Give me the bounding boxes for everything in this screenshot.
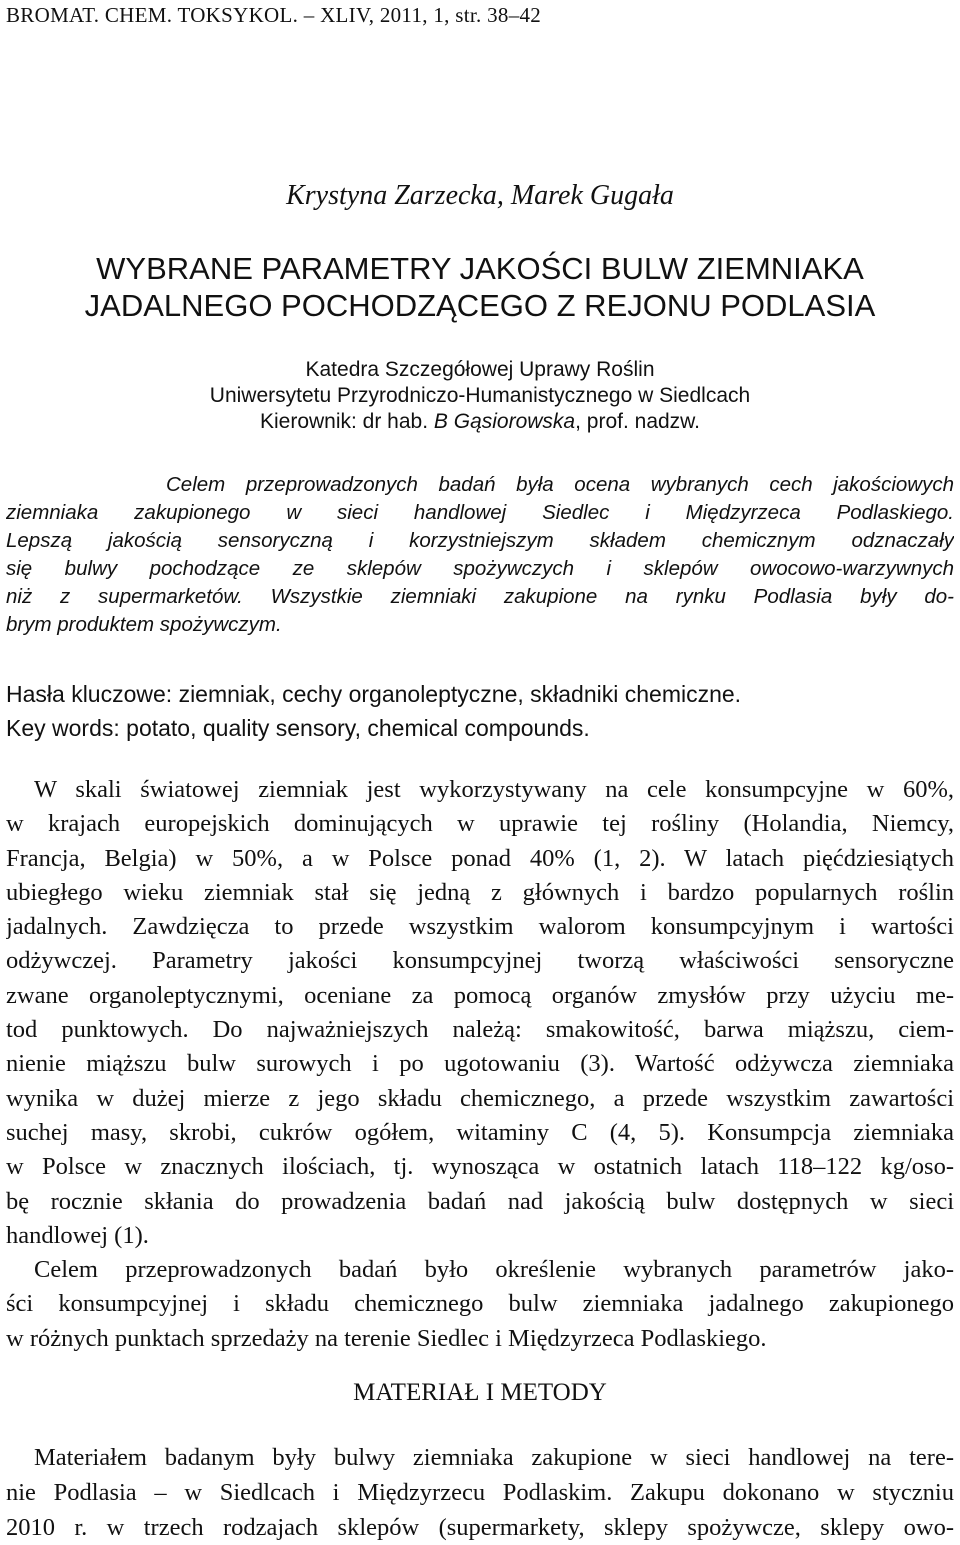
abstract-line: Lepszą jakością sensoryczną i korzystniejszym składem chemicznym odznaczały — [6, 529, 954, 552]
body-line: bę rocznie skłania do prowadzenia badań nad jakością bulw dostępnych w sieci — [6, 1187, 954, 1215]
head-suffix: , prof. nadzw. — [575, 410, 701, 433]
affiliation-university: Uniwersytetu Przyrodniczo-Humanistycznego w Siedlcach — [209, 384, 751, 407]
head-prefix: Kierownik: dr hab. — [259, 410, 434, 433]
authors: Krystyna Zarzecka, Marek Gugała — [286, 180, 674, 211]
abstract-line: Celem przeprowadzonych badań była ocena wybranych cech jakościowych — [166, 473, 954, 496]
body-line: nienie miąższu bulw surowych i po ugotowaniu (3). Wartość odżywcza ziemniaka — [6, 1050, 954, 1078]
body-line: zwane organoleptycznymi, oceniane za pomocą organów zmysłów przy użyciu me- — [6, 981, 954, 1009]
body-line: w krajach europejskich dominujących w uprawie tej rośliny (Holandia, Niemcy, — [6, 810, 954, 838]
body-line: ubiegłego wieku ziemniak stał się jedną z głównych i bardzo popularnych roślin — [6, 878, 954, 906]
keywords — [6, 677, 741, 745]
body-line: W skali światowej ziemniak jest wykorzystywany na cele konsumpcyjne w 60%, — [34, 776, 954, 803]
body-line: tod punktowych. Do najważniejszych należą: smakowitość, barwa miąższu, ciem- — [6, 1016, 954, 1044]
body-line: handlowej (1). — [6, 1221, 149, 1249]
abstract-line: niż z supermarketów. Wszystkie ziemniaki zakupione na rynku Podlasia były do- — [6, 585, 954, 608]
journal-header: BROMAT. CHEM. TOKSYKOL. – XLIV, 2011, 1, str. 38–42 — [6, 3, 542, 27]
body-line: nie Podlasia – w Siedlcach i Międzyrzecu Podlaskim. Zakupu dokonano w styczniu — [6, 1479, 954, 1506]
section-heading: MATERIAŁ I METODY — [353, 1379, 607, 1406]
affiliation-head — [0, 409, 960, 435]
keywords-english: Key words: potato, quality sensory, chemical compounds. — [6, 715, 590, 741]
body-line: ści konsumpcyjnej i składu chemicznego bulw ziemniaka jadalnego zakupionego — [6, 1290, 954, 1318]
body-line: Francja, Belgia) w 50%, a w Polsce ponad 40% (1, 2). W latach pięćdziesiątych — [6, 844, 954, 872]
introduction-text — [6, 773, 954, 1356]
body-line: suchej masy, skrobi, cukrów ogółem, witaminy C (4, 5). Konsumpcja ziemniaka — [6, 1118, 954, 1146]
body-line: w różnych punktach sprzedaży na terenie Siedlec i Międzyrzeca Podlaskiego. — [6, 1324, 767, 1352]
abstract — [6, 471, 954, 639]
body-line: Materiałem badanym były bulwy ziemniaka zakupione w sieci handlowej na tere- — [34, 1444, 954, 1471]
body-line: jadalnych. Zawdzięcza to przede wszystkim walorom konsumpcyjnym i wartości — [6, 913, 954, 941]
title-line: JADALNEGO POCHODZĄCEGO Z REJONU PODLASIA — [84, 288, 876, 323]
abstract-line: się bulwy pochodzące ze sklepów spożywczych i sklepów owocowo-warzywnych — [6, 557, 954, 580]
abstract-line: brym produktem spożywczym. — [6, 613, 282, 636]
body-line: odżywczej. Parametry jakości konsumpcyjnej tworzą właściwości sensoryczne — [6, 947, 954, 975]
affiliation — [0, 357, 960, 435]
body-line: w Polsce w znacznych ilościach, tj. wynosząca w ostatnich latach 118–122 kg/oso- — [6, 1153, 954, 1181]
body-line: Celem przeprowadzonych badań było określenie wybranych parametrów jako- — [34, 1256, 954, 1284]
methods-text — [6, 1440, 954, 1545]
article-title — [0, 250, 960, 324]
keywords-polish: Hasła kluczowe: ziemniak, cechy organoleptyczne, składniki chemiczne. — [6, 681, 742, 707]
title-line: WYBRANE PARAMETRY JAKOŚCI BULW ZIEMNIAKA — [96, 251, 864, 286]
affiliation-department: Katedra Szczegółowej Uprawy Roślin — [305, 358, 655, 381]
head-name: B Gąsiorowska — [433, 410, 576, 433]
abstract-line: ziemniaka zakupionego w sieci handlowej Siedlec i Międzyrzeca Podlaskiego. — [6, 501, 954, 524]
body-line: wynika w dużej mierze z jego składu chemicznego, a przede wszystkim zawartości — [6, 1084, 954, 1112]
body-line: 2010 r. w trzech rodzajach sklepów (supermarkety, sklepy spożywcze, sklepy owo- — [6, 1514, 954, 1541]
